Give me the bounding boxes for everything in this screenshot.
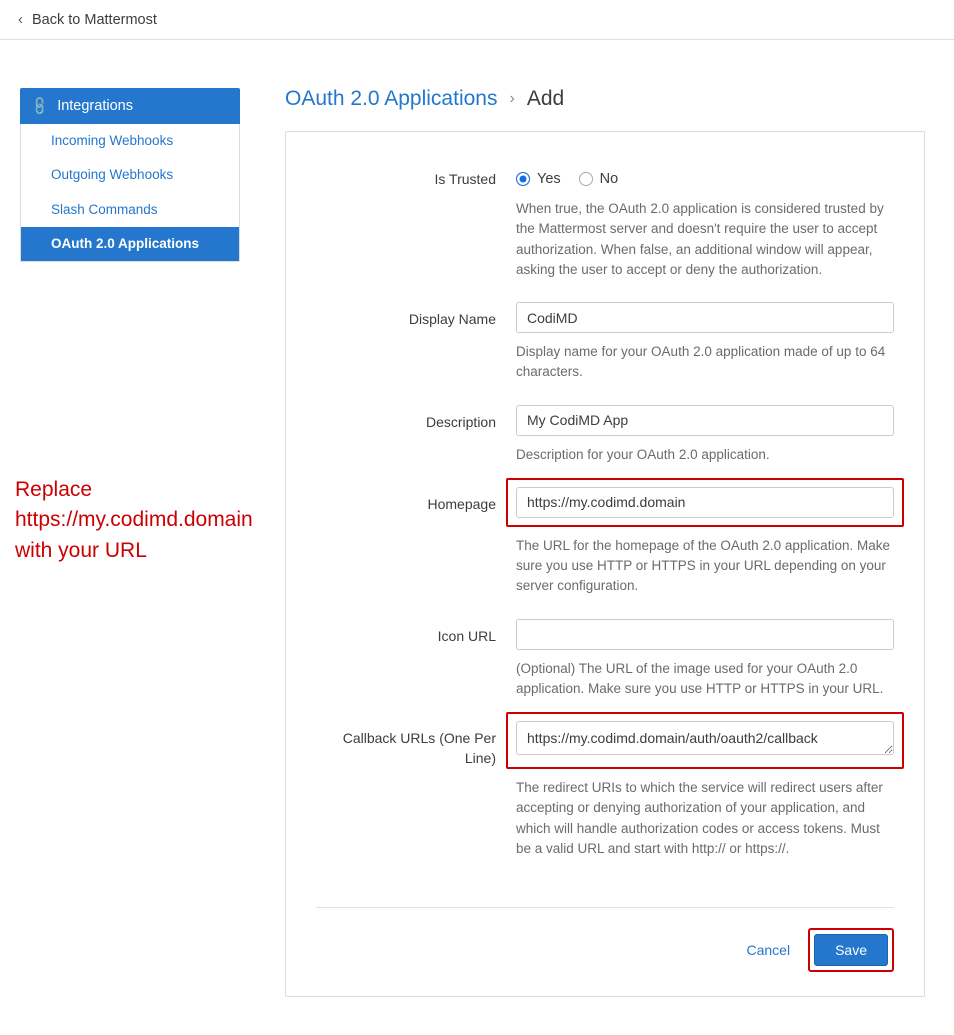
sidebar-item-label: Incoming Webhooks [51,133,174,148]
is-trusted-help: When true, the OAuth 2.0 application is considered trusted by the Mattermost server and doesn't require the user to accept authorization. When false, an additional window will appear, asking the user to accept or deny the authorization. [516,201,884,277]
display-name-label: Display Name [408,311,496,327]
radio-unselected-icon [579,172,593,186]
form-row-callback-urls [316,721,894,881]
breadcrumb-current: Add [526,87,565,110]
description-label: Description [425,413,496,430]
form-actions [316,908,894,972]
icon-url-input[interactable] [516,619,894,650]
sidebar-item-label: Outgoing Webhooks [51,167,174,183]
breadcrumb-parent-link[interactable]: OAuth 2.0 Applications [285,87,498,110]
save-highlight-box [808,928,894,972]
homepage-control [516,487,894,619]
sidebar-item-outgoing-webhooks[interactable] [21,158,239,192]
oauth-app-form-card [285,131,925,997]
homepage-highlight-box [506,478,904,527]
sidebar-header-label: Integrations [57,98,133,114]
breadcrumb [285,88,925,109]
callback-urls-label: Callback URLs (One Per Line) [342,730,496,767]
save-button[interactable]: Save [814,934,888,966]
chevron-left-icon: ‹ [18,11,23,28]
radio-selected-icon [516,172,530,186]
callback-urls-help: The redirect URIs to which the service will redirect users after accepting or denying authorization of your application, and which will handle authorization codes or access tokens. Must be a valid URL and start with http:// or https://. [516,780,883,856]
homepage-input[interactable] [516,487,894,518]
callback-urls-control [516,721,894,881]
is-trusted-radio-group [516,162,894,190]
description-control [516,405,894,487]
annotation-text: Replace https://my.codimd.domain with your URL [15,478,253,562]
is-trusted-control [516,162,894,302]
display-name-help: Display name for your OAuth 2.0 application made of up to 64 characters. [516,344,886,380]
description-help: Description for your OAuth 2.0 application. [516,446,770,462]
is-trusted-radio-no[interactable] [579,171,619,187]
sidebar-item-slash-commands[interactable] [21,193,239,227]
sidebar-item-label: OAuth 2.0 Applications [51,235,200,251]
sidebar-item-label: Slash Commands [51,201,158,217]
homepage-label: Homepage [427,495,496,512]
main-content [285,88,925,997]
cancel-button[interactable]: Cancel [734,936,802,964]
sidebar-item-incoming-webhooks[interactable] [21,124,239,158]
link-icon: 🔗 [28,94,51,117]
is-trusted-label: Is Trusted [434,171,496,187]
form-row-description [316,405,894,487]
form-row-homepage [316,487,894,619]
form-row-icon-url [316,619,894,722]
description-input[interactable] [516,405,894,436]
callback-urls-highlight-box [506,712,904,769]
form-row-display-name [316,302,894,405]
back-to-mattermost-label: Back to Mattermost [32,11,157,28]
is-trusted-yes-label: Yes [537,171,561,187]
is-trusted-radio-yes[interactable] [516,171,561,187]
icon-url-control [516,619,894,722]
form-row-is-trusted [316,162,894,302]
is-trusted-no-label: No [599,171,619,187]
top-bar [0,0,954,40]
sidebar-header-integrations[interactable] [20,88,240,124]
chevron-right-icon: › [509,89,515,107]
icon-url-label: Icon URL [437,627,496,644]
sidebar-list [20,124,240,262]
display-name-control [516,302,894,405]
icon-url-help: (Optional) The URL of the image used for your OAuth 2.0 application. Make sure you use HTTP or HTTPS in your URL. [516,660,884,696]
display-name-input[interactable] [516,302,894,333]
sidebar-item-oauth-applications[interactable] [21,227,239,261]
homepage-help: The URL for the homepage of the OAuth 2.0 application. Make sure you use HTTP or HTTPS in your URL depending on your server configuration. [516,537,890,594]
callback-urls-textarea[interactable] [516,721,894,755]
back-to-mattermost-link[interactable] [18,12,157,28]
